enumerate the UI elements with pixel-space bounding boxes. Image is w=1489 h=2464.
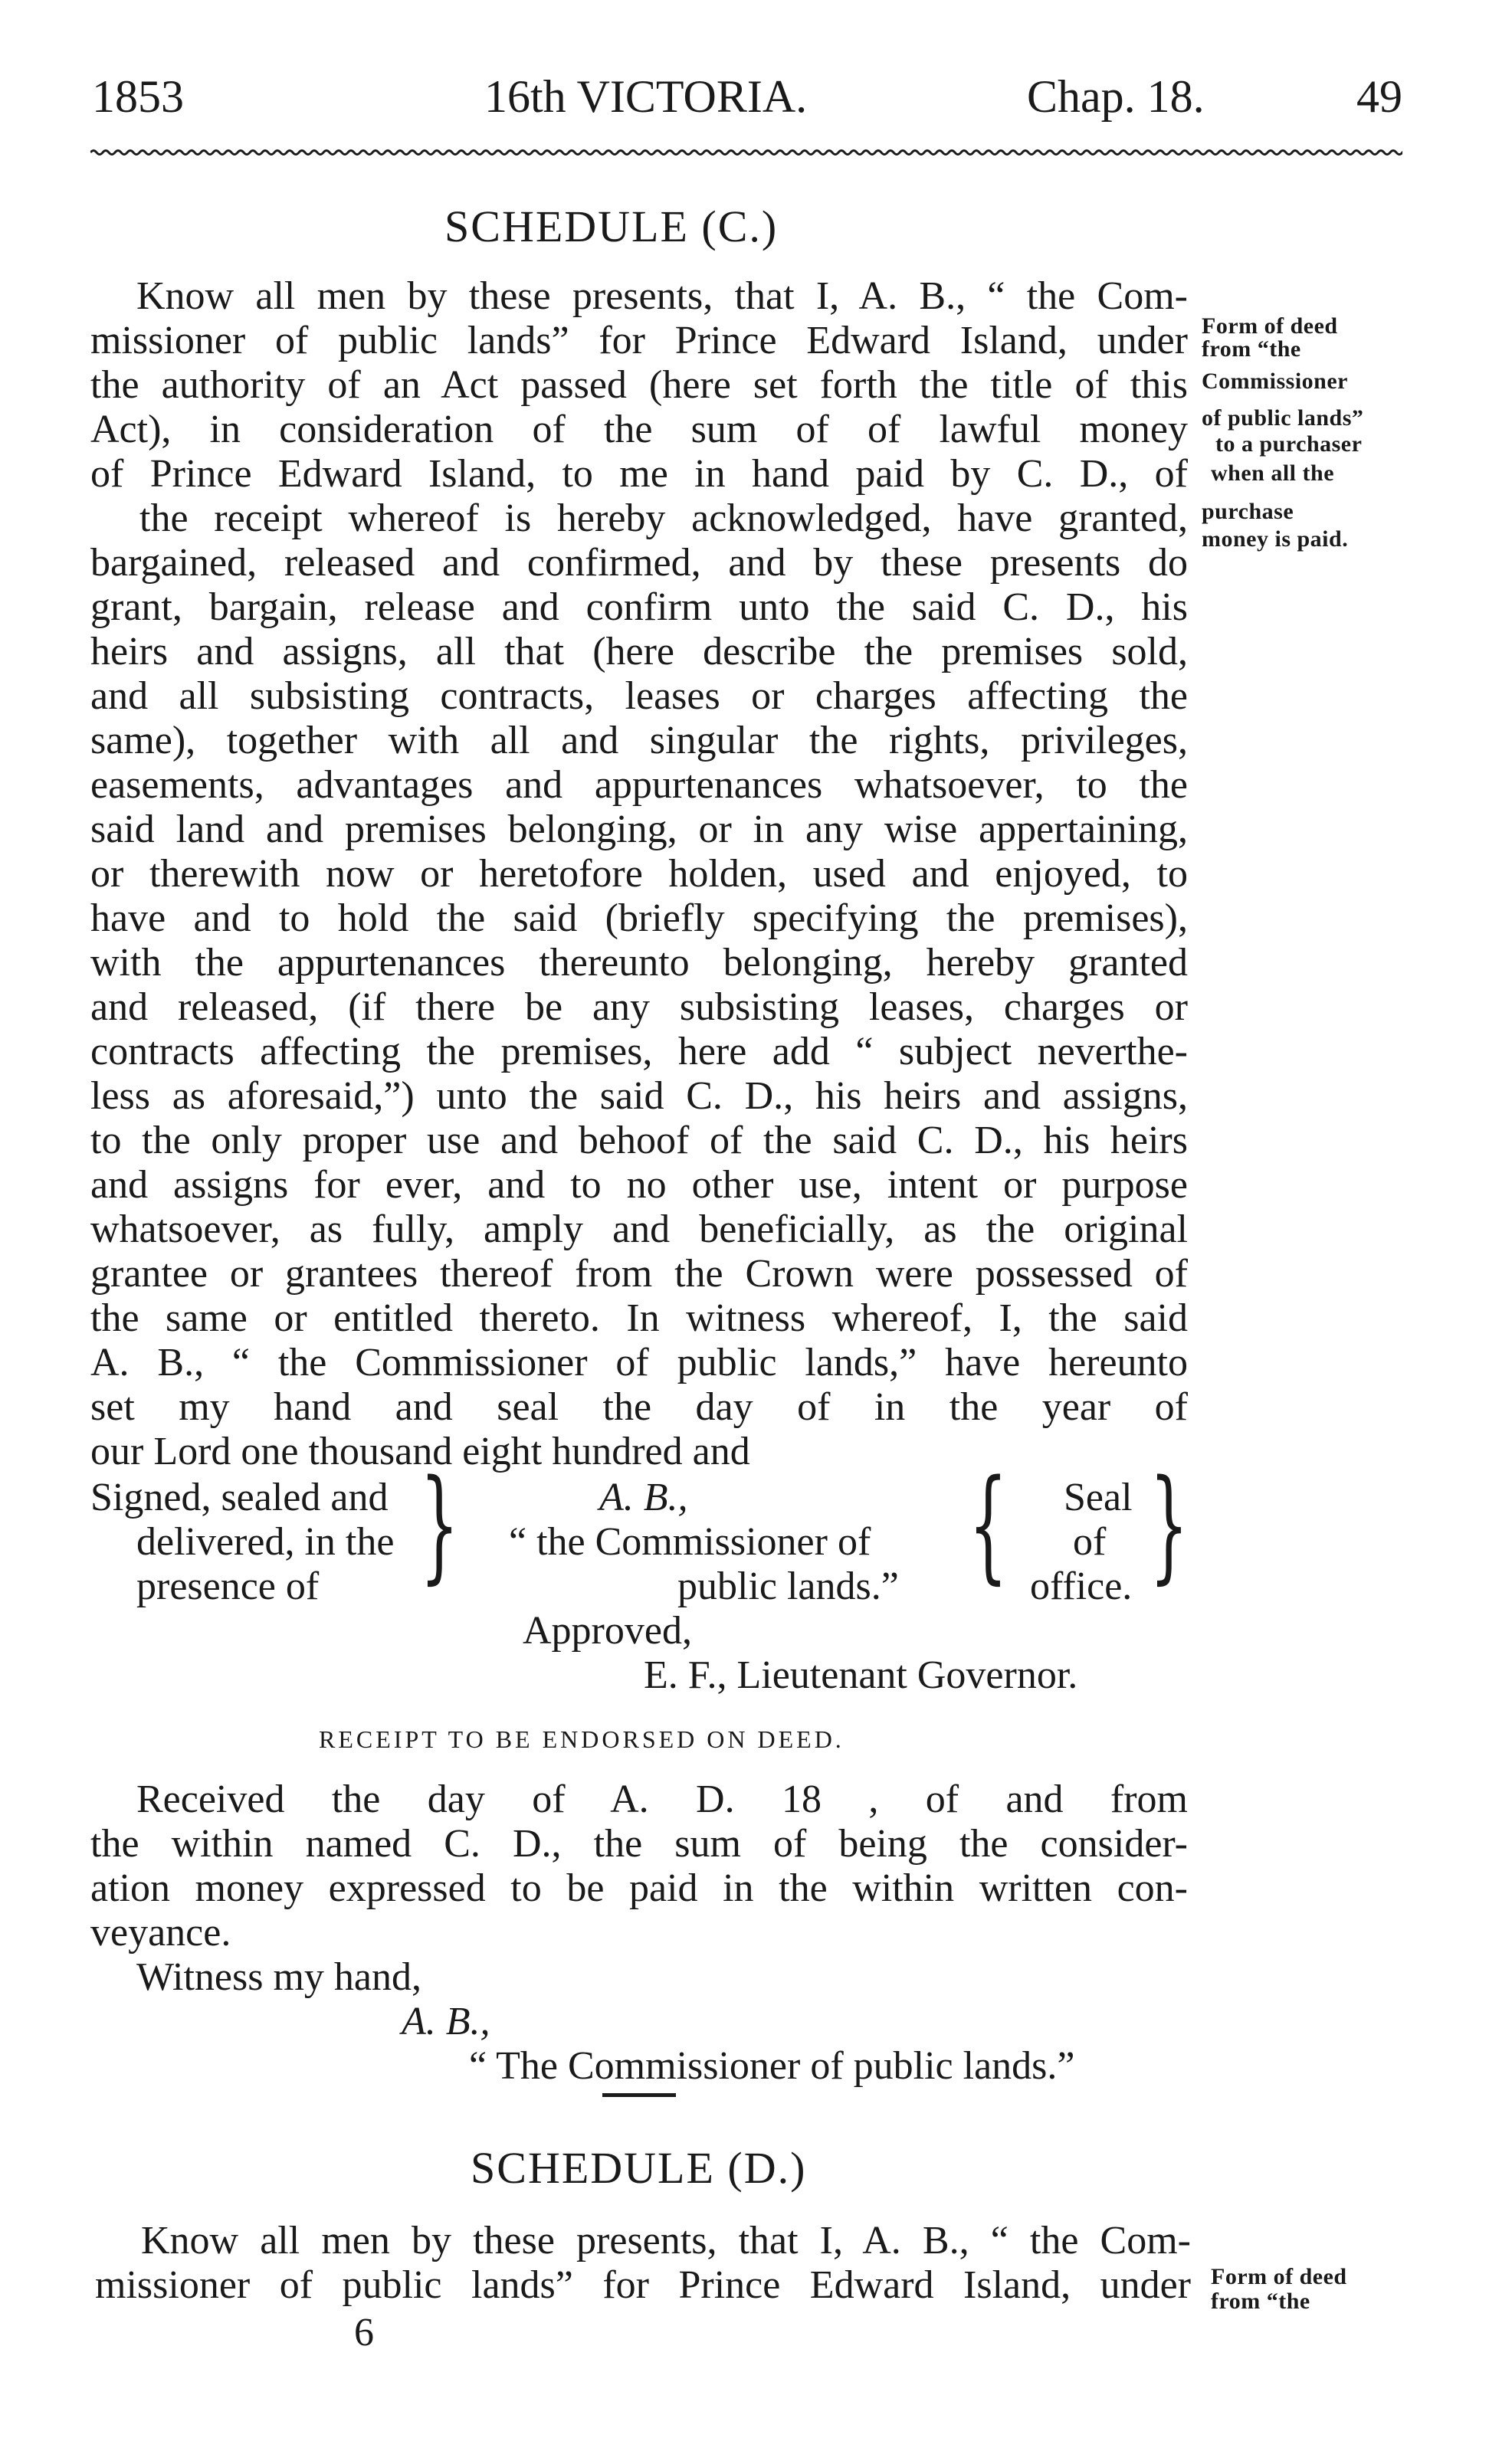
body-line: and all subsisting contracts, leases or charges affecting the — [90, 674, 1188, 718]
body-line: with the appurtenances thereunto belonging, hereby granted — [90, 941, 1188, 985]
governor-text: E. F., Lieutenant Governor. — [644, 1653, 1078, 1697]
body-line: the same or entitled thereto. In witness whereof, I, the said — [90, 1296, 1188, 1340]
schedule-d-title: SCHEDULE (D.) — [471, 2143, 807, 2193]
margin-note-line: to a purchaser — [1215, 431, 1363, 457]
margin-note-line: of public lands” — [1202, 405, 1364, 431]
schedule-c-title: SCHEDULE (C.) — [444, 202, 779, 251]
margin-note-line: Form of deed — [1211, 2264, 1347, 2289]
body-line: A. B., “ the Commissioner of public lands,” have hereunto — [90, 1341, 1188, 1384]
body-line: grant, bargain, release and confirm unto the said C. D., his — [90, 585, 1188, 629]
body-line: the authority of an Act passed (here set forth the title of this — [90, 363, 1188, 407]
body-line: or therewith now or heretofore holden, used and enjoyed, to — [90, 852, 1188, 896]
margin-note-line: Commissioner — [1202, 369, 1348, 394]
body-line: Know all men by these presents, that I, A. B., “ the Com- — [136, 274, 1188, 318]
body-line: our Lord one thousand eight hundred and — [90, 1430, 750, 1473]
seal-left-brace-icon: { — [969, 1453, 1008, 1596]
body-line: whatsoever, as fully, amply and beneficially, as the original — [90, 1207, 1188, 1251]
body-line: to the only proper use and behoof of the said C. D., his heirs — [90, 1119, 1188, 1162]
witness-brace-icon: } — [420, 1453, 459, 1596]
body-line: Act), in consideration of the sum of of lawful money — [90, 408, 1188, 451]
body-line: Know all men by these presents, that I, A. B., “ the Com- — [141, 2219, 1191, 2262]
receipt-witness: Witness my hand, — [136, 1955, 421, 1999]
header-reign: 16th VICTORIA. — [484, 71, 808, 122]
margin-note-line: from “the — [1211, 2289, 1310, 2314]
body-line: and released, (if there be any subsisting leases, charges or — [90, 985, 1188, 1029]
body-line: of Prince Edward Island, to me in hand paid by C. D., of — [90, 452, 1188, 496]
section-divider — [602, 2093, 676, 2097]
receipt-line: the within named C. D., the sum of being the consider- — [90, 1822, 1188, 1866]
seal-label: Seal — [1064, 1476, 1133, 1519]
header-wavy-rule — [90, 147, 1402, 158]
margin-note-line: from “the — [1202, 336, 1301, 362]
signer-title-line: “ the Commissioner of — [509, 1520, 871, 1564]
margin-note-line: purchase — [1202, 499, 1294, 524]
margin-note-line: when all the — [1211, 460, 1335, 486]
body-line: bargained, released and confirmed, and by these presents do — [90, 541, 1188, 585]
receipt-line: Received the day of A. D. 18 , of and from — [136, 1778, 1188, 1821]
body-line: grantee or grantees thereof from the Crown were possessed of — [90, 1252, 1188, 1296]
body-line: set my hand and seal the day of in the year of — [90, 1385, 1188, 1429]
receipt-line: ation money expressed to be paid in the within written con- — [90, 1866, 1188, 1910]
seal-label: office. — [1030, 1565, 1133, 1608]
witness-line: Signed, sealed and — [90, 1476, 389, 1519]
signature-mark: 6 — [354, 2311, 374, 2354]
body-line: less as aforesaid,”) unto the said C. D., his heirs and assigns, — [90, 1074, 1188, 1118]
body-line: contracts affecting the premises, here add “ subject neverthe- — [90, 1030, 1188, 1073]
receipt-signer-title: “ The Commissioner of public lands.” — [469, 2044, 1075, 2088]
body-line: easements, advantages and appurtenances whatsoever, to the — [90, 763, 1188, 807]
header-year: 1853 — [92, 71, 184, 122]
body-line: missioner of public lands” for Prince Edward Island, under — [95, 2263, 1191, 2307]
body-line: heirs and assigns, all that (here describe the premises sold, — [90, 630, 1188, 673]
witness-line: presence of — [136, 1565, 320, 1608]
receipt-line: veyance. — [90, 1911, 231, 1954]
body-line: the receipt whereof is hereby acknowledged, have granted, — [139, 496, 1188, 540]
header-page-number: 49 — [1356, 71, 1402, 122]
body-line: have and to hold the said (briefly specifying the premises), — [90, 896, 1188, 940]
margin-note-line: money is paid. — [1202, 526, 1349, 552]
body-line: and assigns for ever, and to no other use, intent or purpose — [90, 1163, 1188, 1207]
header-chapter: Chap. 18. — [1027, 71, 1205, 122]
seal-label: of — [1073, 1520, 1107, 1564]
signer-title-line: public lands.” — [677, 1565, 899, 1608]
margin-note-line: Form of deed — [1202, 313, 1338, 339]
seal-right-brace-icon: } — [1150, 1453, 1189, 1596]
approved-label: Approved, — [523, 1609, 692, 1653]
body-line: missioner of public lands” for Prince Edward Island, under — [90, 319, 1188, 362]
signer-name: A. B., — [599, 1476, 688, 1519]
receipt-signer: A. B., — [402, 2000, 490, 2043]
receipt-heading: RECEIPT TO BE ENDORSED ON DEED. — [319, 1725, 845, 1753]
witness-line: delivered, in the — [136, 1520, 395, 1564]
governor-line — [644, 1653, 1077, 1698]
body-line: said land and premises belonging, or in any wise appertaining, — [90, 808, 1188, 851]
body-line: same), together with all and singular the rights, privileges, — [90, 719, 1188, 762]
